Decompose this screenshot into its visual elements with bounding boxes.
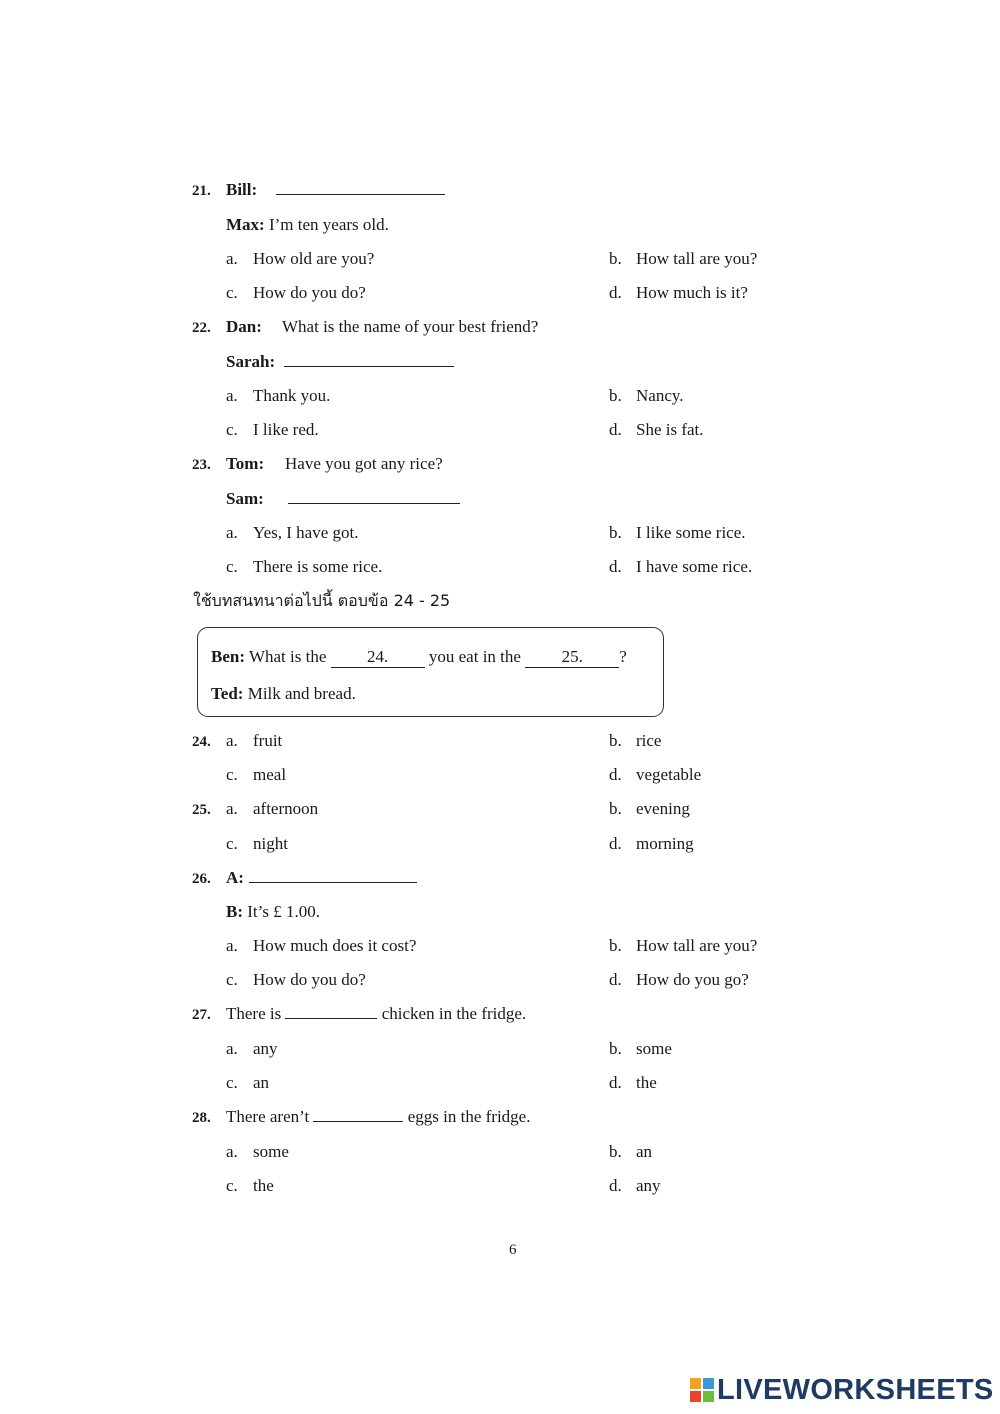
q23-speaker-tom: Tom:	[226, 454, 265, 473]
option-letter: c.	[226, 1176, 238, 1195]
q27-option-d[interactable]	[609, 1073, 657, 1093]
option-text: rice	[636, 731, 662, 750]
q25-option-c[interactable]	[226, 834, 288, 854]
q21-answer-blank[interactable]	[276, 180, 445, 200]
option-text: the	[636, 1073, 657, 1092]
q26-line2-text: It’s £ 1.00.	[247, 902, 320, 921]
option-text: How old are you?	[253, 249, 375, 268]
question-23-number: 23.	[192, 457, 211, 473]
option-text: meal	[253, 765, 287, 784]
question-25-number: 25.	[192, 802, 211, 818]
option-letter: c.	[226, 420, 238, 439]
question-24-number: 24.	[192, 734, 211, 750]
q24-option-a[interactable]	[226, 731, 282, 751]
dialog-blank-24: 24.	[331, 647, 425, 668]
q23-option-a[interactable]	[226, 523, 358, 543]
page-number: 6	[509, 1242, 517, 1258]
option-letter: c.	[226, 765, 238, 784]
q26-option-d[interactable]	[609, 970, 749, 990]
q22-option-a[interactable]	[226, 386, 330, 406]
q26-option-c[interactable]	[226, 970, 366, 990]
option-text: morning	[636, 834, 694, 853]
option-text: How do you do?	[253, 283, 366, 302]
option-letter: c.	[226, 283, 238, 302]
option-text: the	[253, 1176, 274, 1195]
q27-option-c[interactable]	[226, 1073, 269, 1093]
q22-speaker-dan: Dan:	[226, 317, 262, 336]
q28-option-d[interactable]	[609, 1176, 661, 1196]
option-letter: d.	[609, 765, 622, 784]
option-letter: b.	[609, 249, 622, 268]
q28-after: eggs in the fridge.	[407, 1107, 531, 1126]
q24-option-d[interactable]	[609, 765, 701, 785]
logo-square	[703, 1391, 714, 1402]
dialog-speaker-ben: Ben:	[211, 647, 245, 666]
option-text: I like some rice.	[636, 523, 746, 542]
q27-before: There is	[226, 1004, 282, 1023]
option-letter: b.	[609, 386, 622, 405]
q22-option-d[interactable]	[609, 420, 704, 440]
option-text: night	[253, 834, 288, 853]
q28-sentence	[226, 1107, 530, 1127]
q28-before: There aren’t	[226, 1107, 310, 1126]
q26-option-b[interactable]	[609, 936, 757, 956]
q23-option-d[interactable]	[609, 557, 752, 577]
option-letter: a.	[226, 731, 238, 750]
option-text: evening	[636, 799, 690, 818]
instruction-thai: ใช้บทสนทนาต่อไปนี้ ตอบข้อ 24 - 25	[193, 591, 451, 610]
option-text: How tall are you?	[636, 249, 758, 268]
option-letter: b.	[609, 936, 622, 955]
dialog-part1: What is the	[248, 647, 327, 666]
q28-answer-blank[interactable]	[313, 1107, 403, 1122]
option-text: afternoon	[253, 799, 319, 818]
option-letter: a.	[226, 1039, 238, 1058]
option-text: any	[253, 1039, 278, 1058]
q21-speaker-max: Max:	[226, 215, 265, 234]
q28-option-c[interactable]	[226, 1176, 274, 1196]
q21-option-b[interactable]	[609, 249, 757, 269]
q22-line1: What is the name of your best friend?	[282, 317, 539, 336]
q25-option-b[interactable]	[609, 799, 690, 819]
question-26-number: 26.	[192, 871, 211, 887]
option-text: some	[636, 1039, 672, 1058]
q21-speaker-bill: Bill:	[226, 180, 258, 199]
q24-option-b[interactable]	[609, 731, 661, 751]
option-letter: d.	[609, 1176, 622, 1195]
option-letter: d.	[609, 970, 622, 989]
dialog-speaker-ted: Ted:	[211, 684, 244, 703]
option-text: How do you go?	[636, 970, 749, 989]
q26-option-a[interactable]	[226, 936, 416, 956]
option-letter: b.	[609, 731, 622, 750]
option-text: Yes, I have got.	[253, 523, 359, 542]
option-text: There is some rice.	[253, 557, 383, 576]
q23-option-c[interactable]	[226, 557, 382, 577]
option-text: I like red.	[253, 420, 319, 439]
q23-speaker-sam: Sam:	[226, 489, 264, 508]
option-letter: d.	[609, 557, 622, 576]
q22-option-b[interactable]	[609, 386, 684, 406]
logo-icon	[690, 1378, 714, 1402]
q25-option-a[interactable]	[226, 799, 318, 819]
option-letter: b.	[609, 1039, 622, 1058]
q21-option-d[interactable]	[609, 283, 748, 303]
q21-line2	[226, 215, 389, 235]
option-letter: d.	[609, 420, 622, 439]
logo-text: LIVEWORKSHEETS	[717, 1373, 994, 1406]
q26-answer-blank[interactable]	[249, 868, 417, 888]
option-letter: a.	[226, 799, 238, 818]
q24-option-c[interactable]	[226, 765, 286, 785]
option-text: fruit	[253, 731, 283, 750]
option-letter: c.	[226, 970, 238, 989]
option-letter: c.	[226, 557, 238, 576]
option-letter: a.	[226, 936, 238, 955]
option-letter: d.	[609, 834, 622, 853]
dialog-blank-25: 25.	[525, 647, 619, 668]
option-letter: a.	[226, 523, 238, 542]
q27-sentence	[226, 1004, 526, 1024]
question-28-number: 28.	[192, 1110, 211, 1126]
option-text: Thank you.	[253, 386, 331, 405]
option-text: vegetable	[636, 765, 702, 784]
q21-line2-text: I’m ten years old.	[268, 215, 389, 234]
q23-line1: Have you got any rice?	[285, 454, 443, 473]
option-text: some	[253, 1142, 289, 1161]
question-22-number: 22.	[192, 320, 211, 336]
q27-option-b[interactable]	[609, 1039, 672, 1059]
q22-speaker-sarah: Sarah:	[226, 352, 276, 371]
option-text: Nancy.	[636, 386, 684, 405]
dialog-part2: you eat in the	[428, 647, 521, 666]
q21-option-a[interactable]	[226, 249, 374, 269]
q28-option-a[interactable]	[226, 1142, 289, 1162]
q26-speaker-a: A:	[226, 868, 244, 887]
option-letter: b.	[609, 1142, 622, 1161]
option-letter: c.	[226, 834, 238, 853]
option-text: an	[253, 1073, 270, 1092]
logo-square	[703, 1378, 714, 1389]
dialog-part3: ?	[619, 647, 627, 666]
q22-answer-blank[interactable]	[284, 352, 454, 372]
question-21-number: 21.	[192, 183, 211, 199]
q27-answer-blank[interactable]	[285, 1004, 377, 1019]
option-text: How much is it?	[636, 283, 748, 302]
q22-option-c[interactable]	[226, 420, 319, 440]
option-text: How tall are you?	[636, 936, 758, 955]
option-letter: b.	[609, 799, 622, 818]
option-letter: d.	[609, 1073, 622, 1092]
q27-option-a[interactable]	[226, 1039, 278, 1059]
option-letter: a.	[226, 386, 238, 405]
option-letter: a.	[226, 249, 238, 268]
option-text: She is fat.	[636, 420, 704, 439]
q26-speaker-b: B:	[226, 902, 243, 921]
q28-option-b[interactable]	[609, 1142, 652, 1162]
option-text: I have some rice.	[636, 557, 753, 576]
q21-option-c[interactable]	[226, 283, 366, 303]
option-letter: b.	[609, 523, 622, 542]
option-letter: a.	[226, 1142, 238, 1161]
logo-square	[690, 1391, 701, 1402]
option-text: How much does it cost?	[253, 936, 417, 955]
option-text: any	[636, 1176, 661, 1195]
q23-answer-blank[interactable]	[288, 489, 460, 509]
q23-option-b[interactable]	[609, 523, 746, 543]
dialog-line2-text: Milk and bread.	[247, 684, 356, 703]
logo-square	[690, 1378, 701, 1389]
option-text: an	[636, 1142, 653, 1161]
option-text: How do you do?	[253, 970, 366, 989]
dialog-line-ben	[211, 647, 627, 668]
q26-line2	[226, 902, 320, 922]
liveworksheets-logo	[690, 1370, 994, 1410]
dialog-line-ted	[211, 684, 356, 704]
q27-after: chicken in the fridge.	[381, 1004, 527, 1023]
option-letter: d.	[609, 283, 622, 302]
option-letter: c.	[226, 1073, 238, 1092]
question-27-number: 27.	[192, 1007, 211, 1023]
q25-option-d[interactable]	[609, 834, 694, 854]
